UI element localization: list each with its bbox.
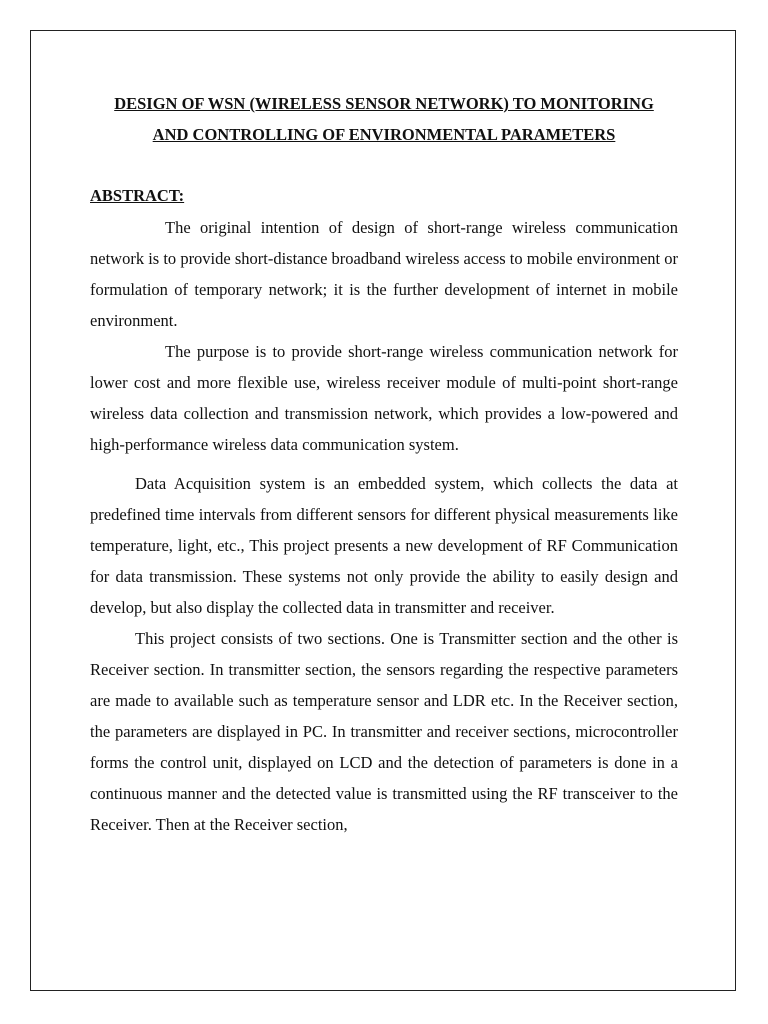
document-body	[90, 88, 678, 840]
title-line-1: DESIGN OF WSN (WIRELESS SENSOR NETWORK) TO MONITORING	[114, 94, 654, 113]
abstract-paragraph-1: The original intention of design of short-range wireless communication network is to provide short-distance broadband wireless access to mobile environment or formulation of temporary network; it is the further development of internet in mobile environment.	[90, 218, 678, 330]
abstract-paragraph-2: The purpose is to provide short-range wireless communication network for lower cost and more flexible use, wireless receiver module of multi-point short-range wireless data collection and transmission network, which provides a low-powered and high-performance wireless data communication system.	[90, 342, 678, 454]
abstract-paragraph-3: Data Acquisition system is an embedded system, which collects the data at predefined time intervals from different sensors for different physical measurements like temperature, light, etc., This project presents a new development of RF Communication for data transmission. These systems not only provide the ability to easily design and develop, but also display the collected data in transmitter and receiver.	[90, 474, 678, 617]
abstract-heading: ABSTRACT:	[90, 186, 185, 205]
title-line-2: AND CONTROLLING OF ENVIRONMENTAL PARAMETERS	[152, 125, 616, 144]
abstract-paragraph-4: This project consists of two sections. One is Transmitter section and the other is Receiver section. In transmitter section, the sensors regarding the respective parameters are made to available such as temperature sensor and LDR etc. In the Receiver section, the parameters are displayed in PC. In transmitter and receiver sections, microcontroller forms the control unit, displayed on LCD and the detection of parameters is done in a continuous manner and the detected value is transmitted using the RF transceiver to the Receiver. Then at the Receiver section,	[90, 629, 678, 834]
document-title	[90, 88, 678, 150]
